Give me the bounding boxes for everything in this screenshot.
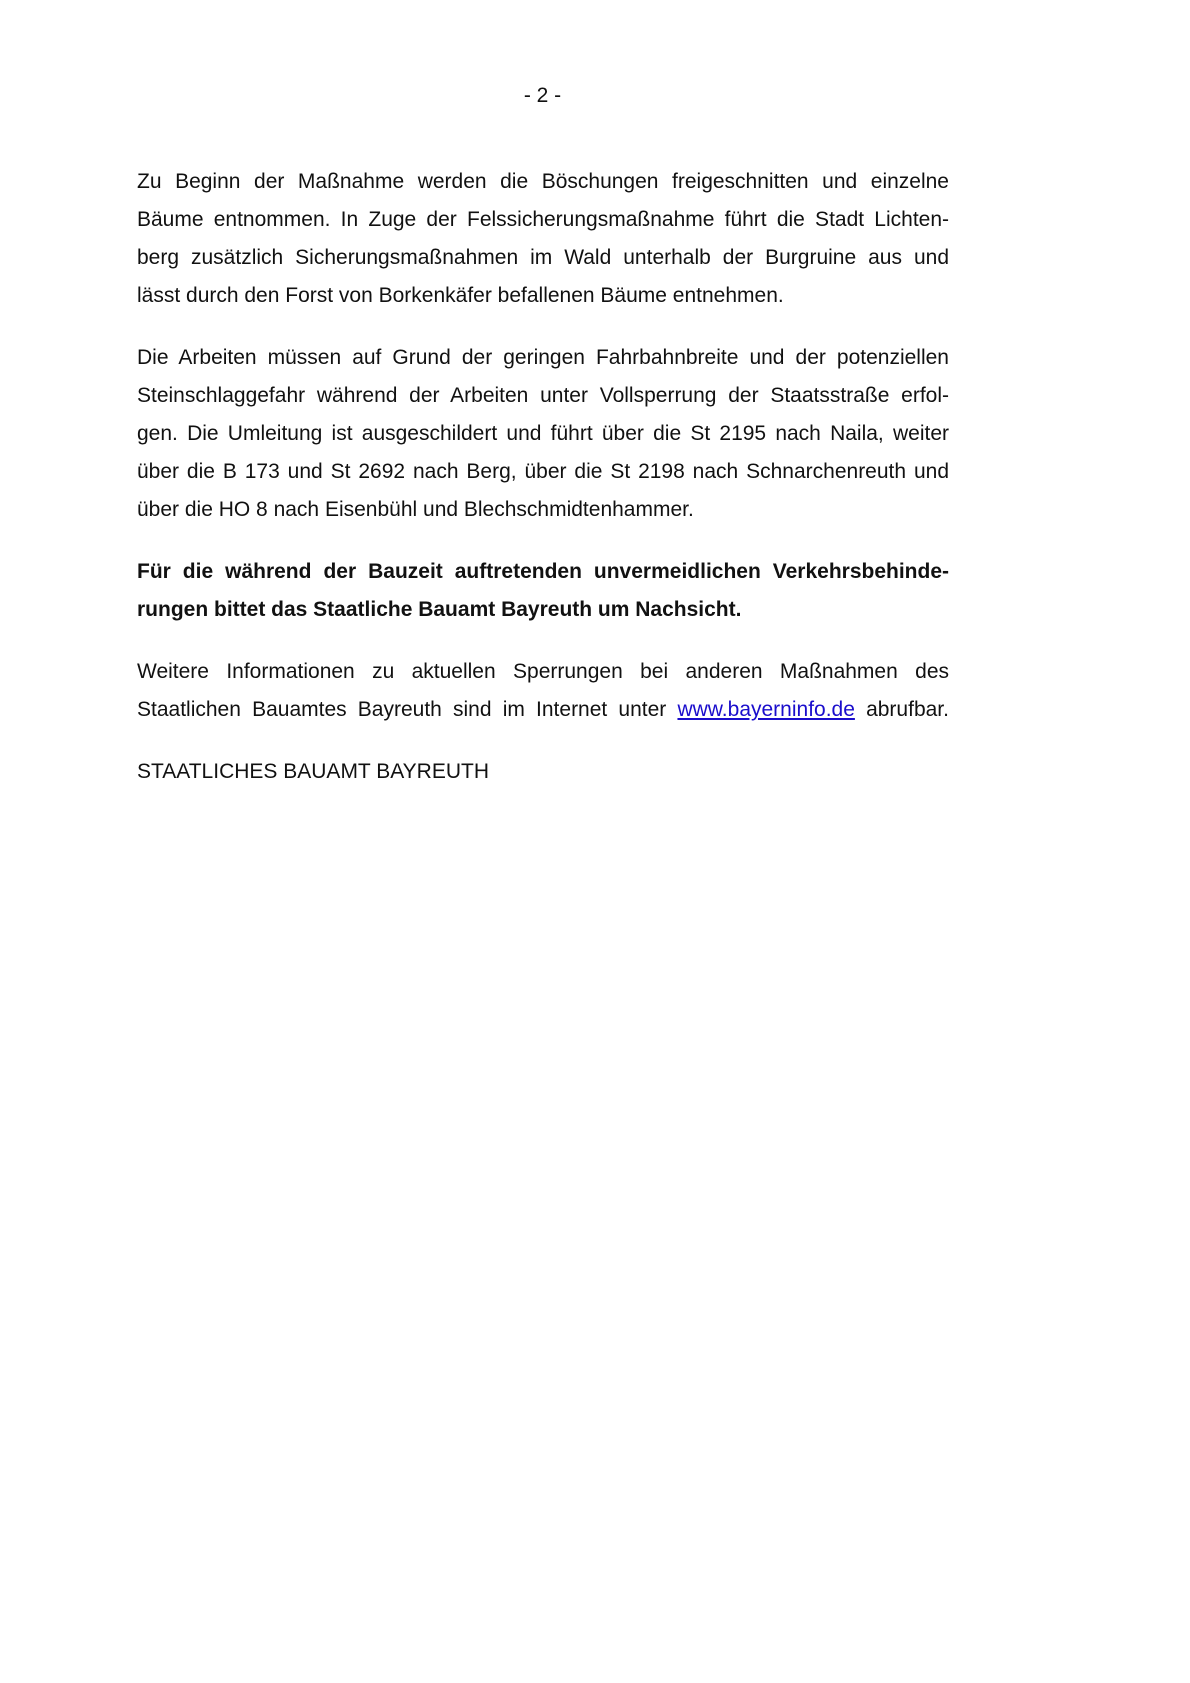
paragraph-line: rungen bittet das Staatliche Bauamt Bayreuth um Nachsicht.: [137, 598, 742, 621]
paragraph-line: Steinschlaggefahr während der Arbeiten unter Vollsperrung der Staatsstraße erfol-: [137, 384, 949, 407]
link-prefix-text: Staatlichen Bauamtes Bayreuth sind im Internet unter: [137, 698, 667, 721]
paragraph-line: Für die während der Bauzeit auftretenden unvermeidlichen Verkehrsbehinde-: [137, 560, 949, 583]
paragraph-line: Zu Beginn der Maßnahme werden die Böschungen freigeschnitten und einzelne: [137, 170, 949, 193]
paragraph-line: über die HO 8 nach Eisenbühl und Blechschmidtenhammer.: [137, 498, 694, 521]
signature: STAATLICHES BAUAMT BAYREUTH: [137, 760, 490, 783]
paragraph-apology: [137, 553, 949, 629]
paragraph-line: berg zusätzlich Sicherungsmaßnahmen im Wald unterhalb der Burgruine aus und: [137, 246, 949, 269]
paragraph-line-with-link: [137, 691, 949, 729]
paragraph-line: gen. Die Umleitung ist ausgeschildert und führt über die St 2195 nach Naila, weiter: [137, 422, 949, 445]
paragraph-line: lässt durch den Forst von Borkenkäfer befallenen Bäume entnehmen.: [137, 284, 784, 307]
paragraph-more-info: [137, 653, 949, 729]
bayerninfo-link[interactable]: www.bayerninfo.de: [677, 698, 855, 721]
paragraph-line: über die B 173 und St 2692 nach Berg, über die St 2198 nach Schnarchenreuth und: [137, 460, 949, 483]
link-suffix-text: abrufbar.: [866, 698, 949, 721]
paragraph-detour: [137, 339, 949, 529]
paragraph-measures: [137, 163, 949, 315]
paragraph-line: Bäume entnommen. In Zuge der Felssicherungsmaßnahme führt die Stadt Lichten-: [137, 208, 949, 231]
page-number: - 2 -: [523, 84, 562, 107]
document-body: [137, 163, 949, 791]
paragraph-line: Die Arbeiten müssen auf Grund der geringen Fahrbahnbreite und der potenziellen: [137, 346, 949, 369]
paragraph-line: Weitere Informationen zu aktuellen Sperrungen bei anderen Maßnahmen des: [137, 660, 949, 683]
